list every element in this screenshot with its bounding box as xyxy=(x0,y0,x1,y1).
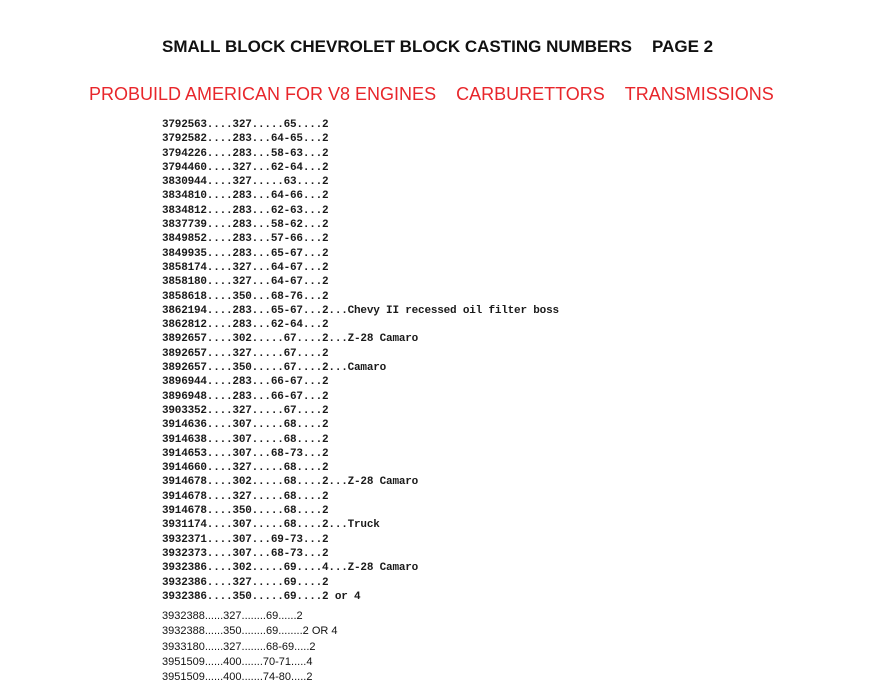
casting-number-list xyxy=(162,118,559,604)
link-probuild-american[interactable]: PROBUILD AMERICAN FOR V8 ENGINES xyxy=(89,84,437,104)
list-item: 3932386....327.....69....2 xyxy=(162,576,329,589)
top-links xyxy=(89,84,774,105)
list-item: 3914636....307.....68....2 xyxy=(162,419,329,432)
list-item: 3794226....283...58-63...2 xyxy=(162,147,329,160)
list-item: 3858174....327...64-67...2 xyxy=(162,261,329,274)
list-item: 3892657....302.....67....2...Z-28 Camaro xyxy=(162,333,419,346)
list-item: 3849935....283...65-67...2 xyxy=(162,247,329,260)
link-transmissions[interactable]: TRANSMISSIONS xyxy=(624,84,774,104)
list-item: 3892657....350.....67....2...Camaro xyxy=(162,362,387,375)
list-item: 3862194....283...65-67...2...Chevy II recessed oil filter boss xyxy=(162,304,559,317)
title-text: SMALL BLOCK CHEVROLET BLOCK CASTING NUMBERS xyxy=(162,37,633,56)
list-item: 3914660....327.....68....2 xyxy=(162,462,329,475)
list-item: 3834810....283...64-66...2 xyxy=(162,190,329,203)
list-item: 3862812....283...62-64...2 xyxy=(162,319,329,332)
list-item: 3951509......400.......74-80.....2 xyxy=(162,671,313,684)
list-item: 3858180....327...64-67...2 xyxy=(162,276,329,289)
list-item: 3951509......400.......70-71.....4 xyxy=(162,655,313,668)
list-item: 3933180......327........68-69.....2 xyxy=(162,640,316,653)
list-item: 3792563....327.....65....2 xyxy=(162,119,329,131)
list-item: 3914653....307...68-73...2 xyxy=(162,447,329,460)
list-item: 3914638....307.....68....2 xyxy=(162,433,329,446)
list-item: 3914678....302.....68....2...Z-28 Camaro xyxy=(162,476,419,489)
list-item: 3931174....307.....68....2...Truck xyxy=(162,519,380,532)
list-item: 3892657....327.....67....2 xyxy=(162,347,329,360)
list-item: 3932386....350.....69....2 or 4 xyxy=(162,590,361,603)
list-item: 3794460....327...62-64...2 xyxy=(162,161,329,174)
casting-number-list-addendum xyxy=(162,609,338,685)
list-item: 3932388......350........69........2 OR 4 xyxy=(162,625,338,638)
list-item: 3896944....283...66-67...2 xyxy=(162,376,329,389)
list-item: 3932388......327........69......2 xyxy=(162,610,303,622)
link-carburettors[interactable]: CARBURETTORS xyxy=(456,84,605,104)
list-item: 3914678....350.....68....2 xyxy=(162,505,329,518)
list-item: 3837739....283...58-62...2 xyxy=(162,219,329,232)
list-item: 3849852....283...57-66...2 xyxy=(162,233,329,246)
list-item: 3830944....327.....63....2 xyxy=(162,176,329,189)
list-item: 3792582....283...64-65...2 xyxy=(162,133,329,146)
list-item: 3834812....283...62-63...2 xyxy=(162,204,329,217)
list-item: 3903352....327.....67....2 xyxy=(162,404,329,417)
list-item: 3932386....302.....69....4...Z-28 Camaro xyxy=(162,562,419,575)
list-item: 3858618....350...68-76...2 xyxy=(162,290,329,303)
page-title xyxy=(162,37,713,57)
page-number: PAGE 2 xyxy=(652,37,714,56)
list-item: 3914678....327.....68....2 xyxy=(162,490,329,503)
list-item: 3932373....307...68-73...2 xyxy=(162,547,329,560)
list-item: 3932371....307...69-73...2 xyxy=(162,533,329,546)
list-item: 3896948....283...66-67...2 xyxy=(162,390,329,403)
